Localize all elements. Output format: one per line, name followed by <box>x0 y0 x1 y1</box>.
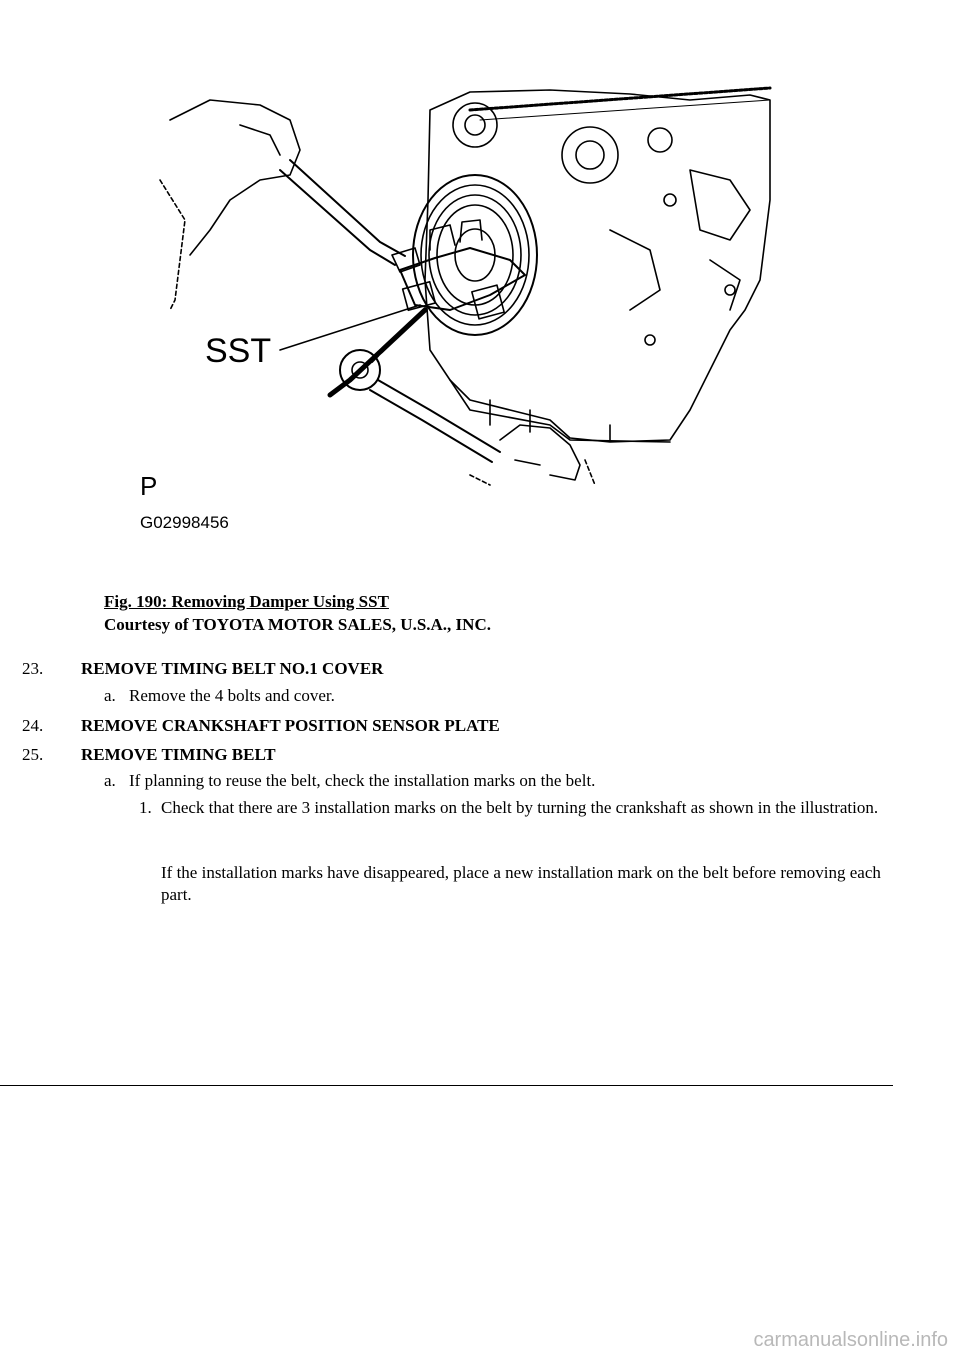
damper-removal-illustration <box>130 80 780 540</box>
step-25-note: If the installation marks have disappeared, place a new installation mark on the belt before removing each part. <box>161 863 881 904</box>
step-title: REMOVE TIMING BELT <box>81 745 276 764</box>
footer-rule <box>0 1085 893 1086</box>
step-25-substep-a <box>104 770 595 792</box>
item-label: 1. <box>139 798 152 817</box>
wrench-lower <box>370 380 500 462</box>
sst-callout: SST <box>205 332 272 370</box>
substep-text: If planning to reuse the belt, check the installation marks on the belt. <box>129 771 596 790</box>
figure-caption: Fig. 190: Removing Damper Using SST <box>104 592 389 611</box>
watermark: carmanualsonline.info <box>753 1329 948 1351</box>
step-23 <box>22 658 383 680</box>
item-text: Check that there are 3 installation marks on the belt by turning the crankshaft as shown in the illustration. <box>161 798 879 817</box>
oil-pan <box>450 380 670 442</box>
substep-label: a. <box>104 771 116 790</box>
step-number: 24. <box>22 716 44 735</box>
step-title: REMOVE CRANKSHAFT POSITION SENSOR PLATE <box>81 716 500 735</box>
step-number: 25. <box>22 745 44 764</box>
upper-hand <box>170 100 300 255</box>
view-letter: P <box>140 471 158 501</box>
wrench-upper <box>280 160 405 265</box>
step-number: 23. <box>22 659 44 678</box>
puller-tool <box>400 248 525 310</box>
step-25-item-1 <box>139 797 899 819</box>
substep-text: Remove the 4 bolts and cover. <box>129 686 335 705</box>
substep-label: a. <box>104 686 116 705</box>
damper-pulley <box>413 175 537 335</box>
drawing-id: G02998456 <box>140 513 229 532</box>
figure-credit: Courtesy of TOYOTA MOTOR SALES, U.S.A., INC. <box>104 615 491 634</box>
lower-hand <box>500 425 580 480</box>
sst-leader-line <box>280 305 420 350</box>
step-23-substep-a <box>104 685 335 707</box>
step-25 <box>22 744 276 766</box>
step-24 <box>22 715 500 737</box>
step-title: REMOVE TIMING BELT NO.1 COVER <box>81 659 384 678</box>
